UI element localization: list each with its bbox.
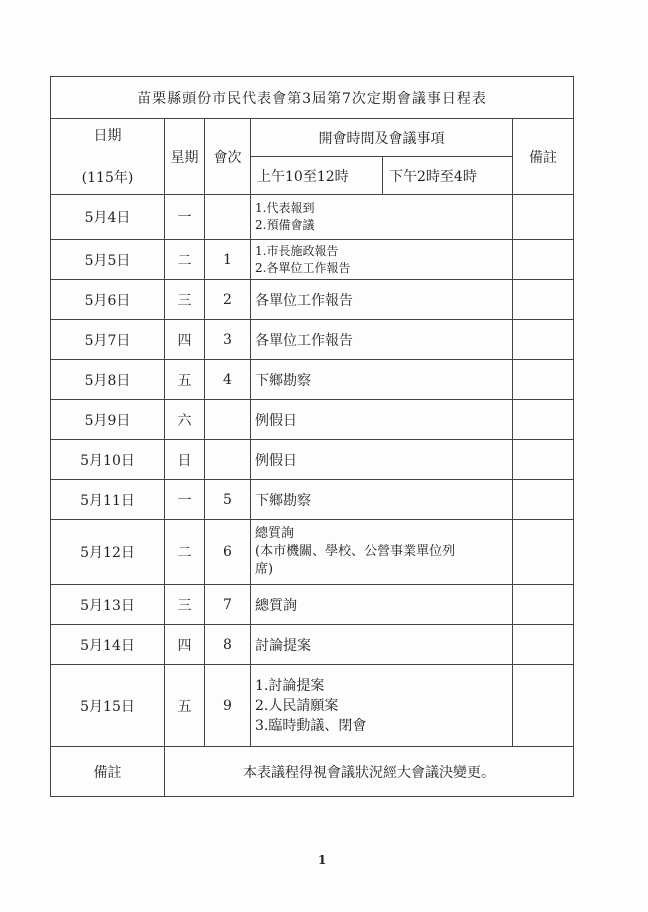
row-matters: [251, 400, 513, 440]
row-weekday: 一: [165, 480, 205, 520]
row-date: 5月13日: [51, 585, 165, 625]
row-session: 4: [205, 360, 251, 400]
matter-line: 例假日: [255, 412, 297, 429]
matter-line: 3.臨時動議、閉會: [255, 717, 367, 734]
matter-line: (本市機關、學校、公營事業單位列: [255, 544, 456, 559]
row-session: 8: [205, 625, 251, 665]
row-matters: [251, 665, 513, 747]
matter-line: 2.人民請願案: [255, 697, 339, 714]
row-weekday: 五: [165, 665, 205, 747]
row-weekday: 三: [165, 585, 205, 625]
table-row: [51, 585, 574, 625]
row-remarks: [513, 360, 574, 400]
row-date: 5月11日: [51, 480, 165, 520]
table-row: [51, 665, 574, 747]
row-matters: [251, 625, 513, 665]
table-row: [51, 320, 574, 360]
row-matters: [251, 280, 513, 320]
header-session: 會次: [205, 119, 251, 195]
note-label: 備註: [51, 747, 165, 797]
matter-line: 總質詢: [255, 597, 297, 614]
row-date: 5月10日: [51, 440, 165, 480]
row-session: 1: [205, 240, 251, 280]
row-date: 5月12日: [51, 520, 165, 585]
table-row: [51, 625, 574, 665]
matter-line: 各單位工作報告: [255, 332, 353, 349]
table-row: [51, 400, 574, 440]
row-session: 3: [205, 320, 251, 360]
header-year: (115年): [81, 169, 134, 186]
row-remarks: [513, 480, 574, 520]
row-remarks: [513, 320, 574, 360]
row-session: [205, 440, 251, 480]
row-session: 5: [205, 480, 251, 520]
row-session: 9: [205, 665, 251, 747]
matter-line: 2.預備會議: [255, 218, 315, 232]
matter-line: 1.代表報到: [255, 201, 315, 215]
row-session: 7: [205, 585, 251, 625]
row-remarks: [513, 400, 574, 440]
header-date: [51, 119, 165, 195]
table-row: [51, 240, 574, 280]
row-matters: [251, 585, 513, 625]
row-date: 5月15日: [51, 665, 165, 747]
table-row: [51, 480, 574, 520]
row-weekday: 二: [165, 520, 205, 585]
row-remarks: [513, 665, 574, 747]
table-row: [51, 440, 574, 480]
row-session: [205, 195, 251, 240]
matter-line: 下鄉勘察: [255, 372, 311, 389]
note-text: 本表議程得視會議狀況經大會議決變更。: [165, 747, 574, 797]
matter-line: 總質詢: [255, 526, 295, 541]
row-date: 5月6日: [51, 280, 165, 320]
matter-line: 下鄉勘察: [255, 492, 311, 509]
matter-line: 席): [255, 562, 274, 577]
row-session: 6: [205, 520, 251, 585]
row-weekday: 一: [165, 195, 205, 240]
header-date-label: 日期: [93, 127, 122, 144]
page-number: 1: [318, 853, 327, 867]
row-remarks: [513, 195, 574, 240]
table-row: [51, 195, 574, 240]
row-date: 5月8日: [51, 360, 165, 400]
row-remarks: [513, 585, 574, 625]
row-date: 5月9日: [51, 400, 165, 440]
row-weekday: 六: [165, 400, 205, 440]
row-weekday: 日: [165, 440, 205, 480]
header-remarks: 備註: [513, 119, 574, 195]
header-afternoon: 下午2時至4時: [383, 157, 513, 195]
header-matters: 開會時間及會議事項: [251, 119, 513, 157]
matter-line: 1.市長施政報告: [255, 243, 339, 258]
agenda-table: [50, 76, 574, 797]
row-remarks: [513, 625, 574, 665]
document-title: 苗栗縣頭份市民代表會第3屆第7次定期會議事日程表: [51, 77, 574, 119]
table-row: [51, 280, 574, 320]
row-session: 2: [205, 280, 251, 320]
note-row: [51, 747, 574, 797]
row-matters: [251, 360, 513, 400]
matter-line: 1.討論提案: [255, 677, 325, 694]
header-weekday: 星期: [165, 119, 205, 195]
row-matters: [251, 320, 513, 360]
row-date: 5月7日: [51, 320, 165, 360]
row-remarks: [513, 280, 574, 320]
row-remarks: [513, 240, 574, 280]
row-remarks: [513, 440, 574, 480]
row-date: 5月4日: [51, 195, 165, 240]
table-row: [51, 520, 574, 585]
row-weekday: 四: [165, 625, 205, 665]
row-date: 5月5日: [51, 240, 165, 280]
row-weekday: 四: [165, 320, 205, 360]
table-row: [51, 360, 574, 400]
row-weekday: 五: [165, 360, 205, 400]
row-weekday: 三: [165, 280, 205, 320]
row-matters: [251, 520, 513, 585]
matter-line: 各單位工作報告: [255, 292, 353, 309]
row-date: 5月14日: [51, 625, 165, 665]
row-matters: [251, 195, 513, 240]
matter-line: 例假日: [255, 452, 297, 469]
row-weekday: 二: [165, 240, 205, 280]
row-matters: [251, 240, 513, 280]
header-morning: 上午10至12時: [251, 157, 383, 195]
row-matters: [251, 480, 513, 520]
row-remarks: [513, 520, 574, 585]
row-matters: [251, 440, 513, 480]
matter-line: 討論提案: [255, 637, 311, 654]
row-session: [205, 400, 251, 440]
matter-line: 2.各單位工作報告: [255, 260, 351, 275]
